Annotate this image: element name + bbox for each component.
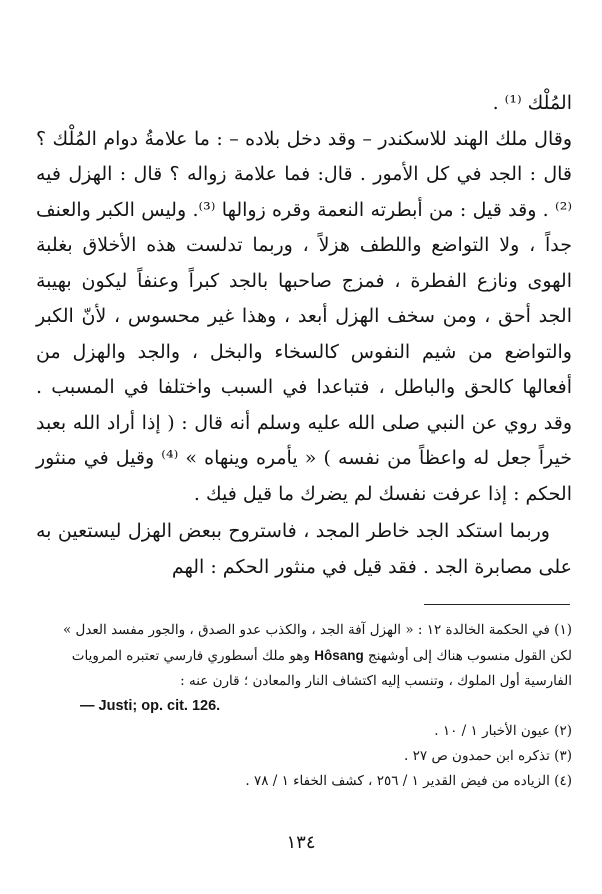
main-text: [36, 86, 572, 585]
footnote-3: (٣) تذكره ابن حمدون ص ٢٧ .: [404, 748, 572, 764]
footnote-2: (٢) عيون الأخبار ١ / ١٠ .: [434, 723, 572, 739]
continued-line: المُلْك ⁽¹⁾ .: [492, 92, 572, 114]
footnote-1-latin-name: Hôsang: [314, 648, 364, 663]
footnote-1-citation: — Justi; op. cit. 126.: [80, 698, 221, 714]
footnote-1-citation-row: [42, 694, 572, 719]
footnote-1-text-a: (١) في الحكمة الخالدة ١٢ : « الهزل آفة الجد ، والكذب عدو الصدق ، والجور مفسد العدل » لكن القول منسوب هناك إلى أوشهنج: [62, 622, 572, 664]
paragraph-2: وربما استكد الجد خاطر المجد ، فاستروح ببعض الهزل ليستعين به على مصابرة الجد . فقد قيل في منثور الحكم : الهم: [36, 520, 572, 578]
paragraph-1: وقال ملك الهند للاسكندر – وقد دخل بلاده – : ما علامةُ دوام المُلْك ؟ قال : الجد في كل الأمور . قال: فما علامة زواله ؟ قال : الهزل فيه ⁽²⁾ . وقد قيل : من أبطرته النعمة وقره زوالها ⁽³⁾. وليس الكبر والعنف جداً ، ولا التواضع واللطف هزلاً ، وربما تدلست هذه الأخلاق بغلبة الهوى ونازع الفطرة ، فمزج صاحبها بالجد كبراً وعنفاً ليكون بهيبة الجد أحق ، ومن سخف الهزل أبعد ، وهذا غير محسوس ، لأنّ الكبر والتواضع من شيم النفوس كالسخاء والبخل ، والجد والهزل من أفعالها كالحق والباطل ، فتباعدا في السبب واختلفا في المسبب . وقد روي عن النبي صلى الله عليه وسلم أنه قال : ( إذا أراد الله بعبد خيراً جعل له واعظاً من نفسه ) « يأمره وينهاه » ⁽⁴⁾ وقيل في منثور الحكم : إذا عرفت نفسك لم يضرك ما قيل فيك .: [36, 127, 573, 505]
page-number: ١٣٤: [286, 832, 316, 853]
footnote-1-text-b: وهو ملك أسطوري فارسي تعتبره المرويات الفارسية أول الملوك ، وتنسب إليه اكتشاف النار والمعادن ؛ قارن عنه :: [71, 648, 572, 689]
footnote-4: (٤) الزياده من فيض القدير ١ / ٢٥٦ ، كشف الخفاء ١ / ٧٨ .: [245, 773, 572, 789]
footnote-separator: [424, 604, 570, 605]
footnotes: [42, 618, 572, 794]
footnote-1: [42, 618, 572, 694]
